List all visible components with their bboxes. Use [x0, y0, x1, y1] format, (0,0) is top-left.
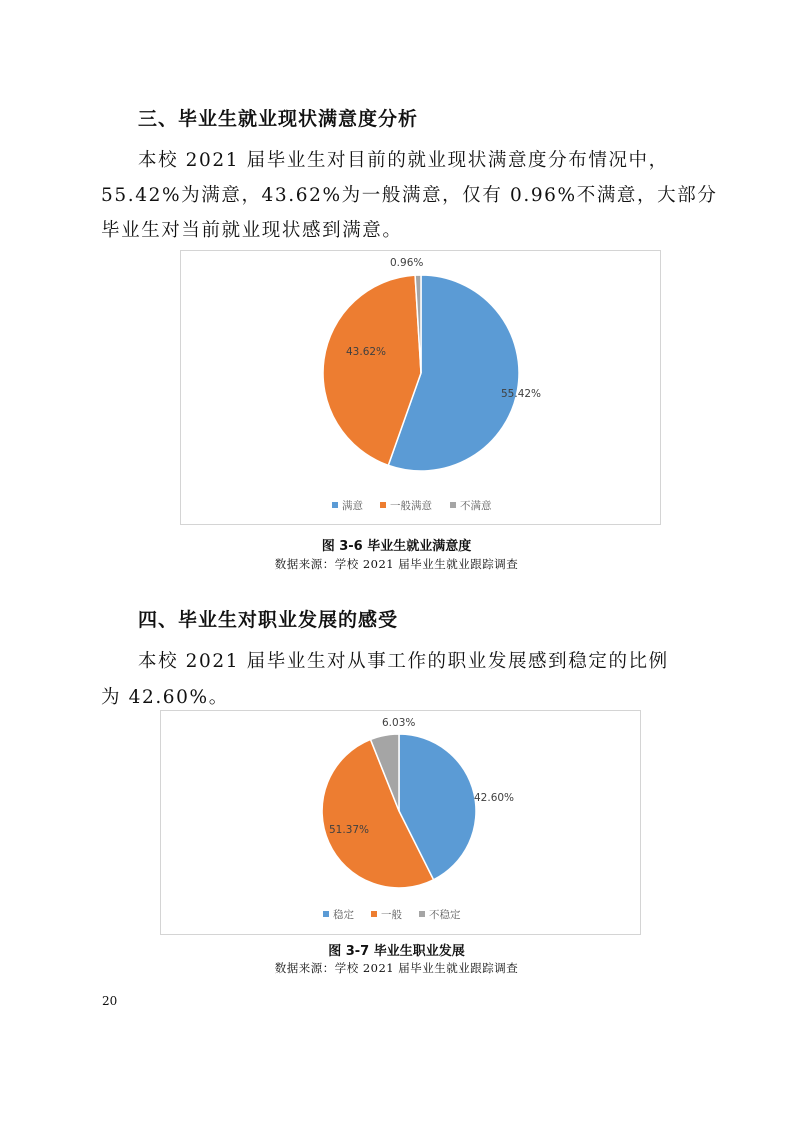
data-label: 43.62%: [346, 346, 387, 358]
chart-frame: [160, 710, 641, 935]
section-heading: 四、毕业生对职业发展的感受: [138, 609, 399, 631]
legend-swatch: [380, 502, 386, 508]
legend-swatch: [332, 502, 338, 508]
legend-swatch: [450, 502, 456, 508]
legend-label: 稳定: [333, 909, 354, 921]
data-label: 0.96%: [390, 257, 424, 269]
legend-swatch: [323, 911, 329, 917]
data-label: 51.37%: [329, 824, 370, 836]
paragraph-line: 本校 2021 届毕业生对从事工作的职业发展感到稳定的比例: [138, 651, 669, 672]
legend-label: 不稳定: [429, 909, 461, 921]
satisfaction-pie-chart: [181, 251, 660, 524]
paragraph-line: 毕业生对当前就业现状感到满意。: [101, 220, 403, 241]
figure-source: 数据来源：学校 2021 届毕业生就业跟踪调查: [274, 961, 519, 975]
data-label: 6.03%: [382, 717, 416, 729]
data-label: 55.42%: [501, 388, 542, 400]
paragraph-line: 55.42%为满意，43.62%为一般满意，仅有 0.96%不满意，大部分: [101, 185, 718, 206]
paragraph-line: 为 42.60%。: [101, 687, 229, 708]
page-number: 20: [102, 994, 118, 1008]
career-stability-pie-chart: [161, 711, 640, 934]
figure-caption: 图 3-6 毕业生就业满意度: [321, 539, 472, 554]
data-label: 42.60%: [474, 792, 515, 804]
legend-label: 满意: [342, 500, 363, 512]
legend-swatch: [419, 911, 425, 917]
chart-frame: [180, 250, 661, 525]
legend-swatch: [371, 911, 377, 917]
figure-caption: 图 3-7 毕业生职业发展: [328, 944, 465, 959]
section-heading: 三、毕业生就业现状满意度分析: [138, 108, 419, 130]
legend-label: 一般满意: [390, 500, 432, 512]
paragraph-line: 本校 2021 届毕业生对目前的就业现状满意度分布情况中，: [138, 150, 669, 171]
legend-label: 一般: [381, 909, 402, 921]
figure-source: 数据来源：学校 2021 届毕业生就业跟踪调查: [274, 557, 519, 571]
legend-label: 不满意: [460, 500, 492, 512]
